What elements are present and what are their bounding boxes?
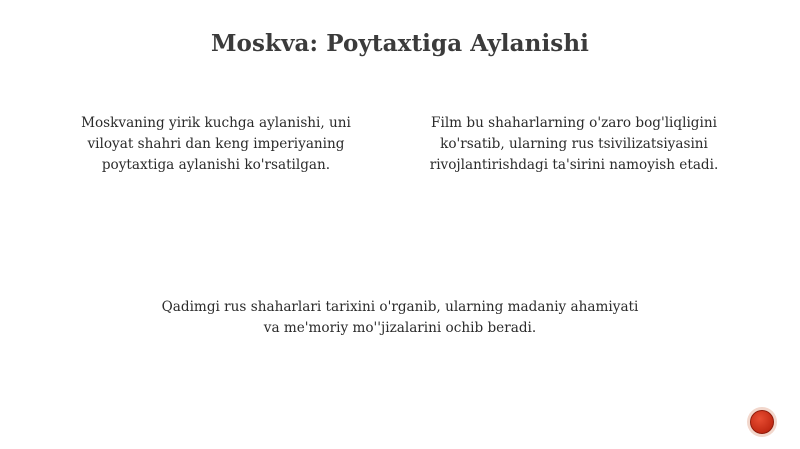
bottom-paragraph-line: va me'moriy mo''jizalarini ochib beradi. xyxy=(263,320,537,336)
slide-nav-button[interactable] xyxy=(747,407,777,437)
left-paragraph xyxy=(56,113,376,176)
right-paragraph xyxy=(404,113,744,176)
left-paragraph-line: Moskvaning yirik kuchga aylanishi, uni xyxy=(81,115,351,131)
bottom-paragraph xyxy=(100,297,700,339)
left-paragraph-line: viloyat shahri dan keng imperiyaning xyxy=(87,136,345,152)
left-paragraph-line: poytaxtiga aylanishi ko'rsatilgan. xyxy=(101,157,331,173)
right-paragraph-line: rivojlantirishdagi ta'sirini namoyish etadi. xyxy=(429,157,719,173)
bottom-paragraph-line: Qadimgi rus shaharlari tarixini o'rganib, ularning madaniy ahamiyati xyxy=(161,299,639,315)
right-paragraph-line: ko'rsatib, ularning rus tsivilizatsiyasini xyxy=(440,136,708,152)
right-paragraph-line: Film bu shaharlarning o'zaro bog'liqligini xyxy=(431,115,717,131)
red-circle-button-icon xyxy=(750,410,774,434)
slide-title: Moskva: Poytaxtiga Aylanishi xyxy=(210,30,589,57)
